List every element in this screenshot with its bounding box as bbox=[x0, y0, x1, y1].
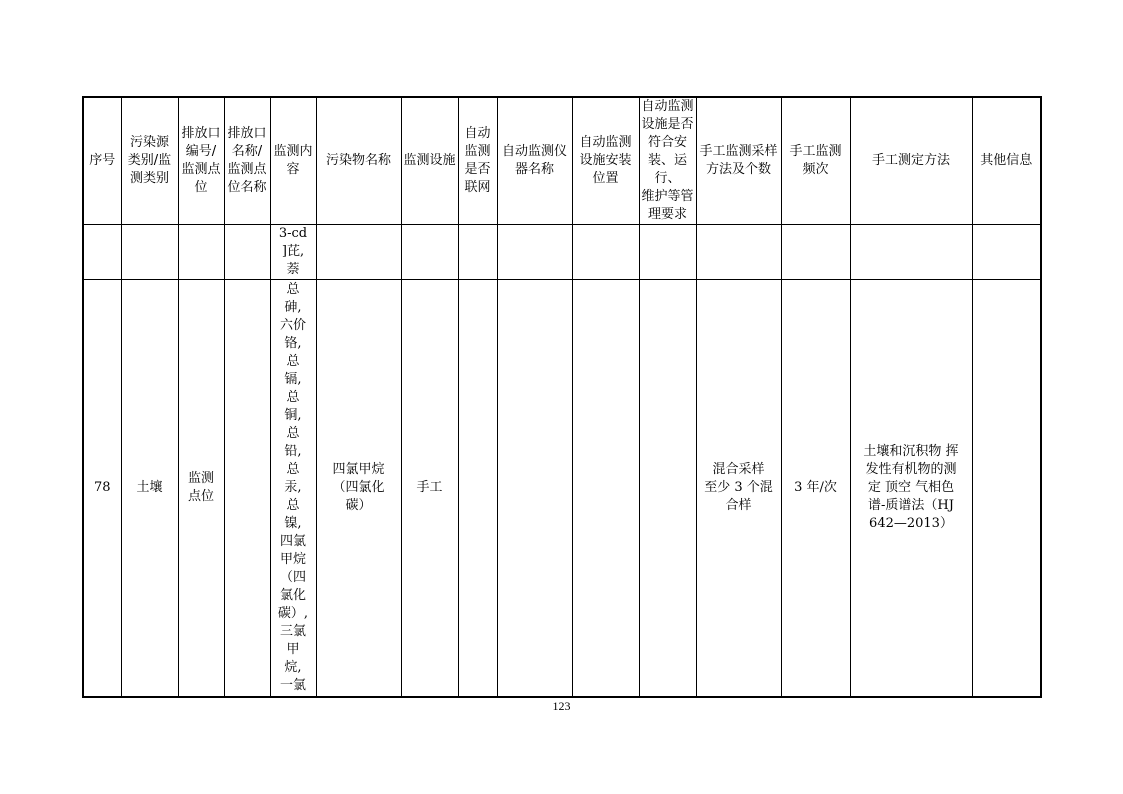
table-row bbox=[83, 280, 1041, 698]
cell-auto-compliance bbox=[639, 225, 696, 280]
header-outlet-id: 排放口 编号/ 监测点 位 bbox=[178, 97, 224, 225]
page-number: 123 bbox=[552, 699, 571, 713]
cell-outlet-name bbox=[224, 280, 270, 698]
cell-other bbox=[972, 280, 1041, 698]
cell-content: 3-cd ]芘, 萘 bbox=[270, 225, 316, 280]
cell-pollutant bbox=[316, 225, 401, 280]
cell-auto-location bbox=[572, 280, 639, 698]
cell-manual-frequency: 3 年/次 bbox=[781, 280, 850, 698]
header-auto-networked: 自动 监测 是否 联网 bbox=[458, 97, 497, 225]
cell-manual-method bbox=[696, 225, 781, 280]
header-manual-test-method: 手工测定方法 bbox=[850, 97, 972, 225]
cell-source-type: 土壤 bbox=[121, 280, 178, 698]
table-header-row bbox=[83, 97, 1041, 225]
header-outlet-name: 排放口 名称/ 监测点 位名称 bbox=[224, 97, 270, 225]
cell-outlet-id: 监测 点位 bbox=[178, 280, 224, 698]
cell-seq bbox=[83, 225, 121, 280]
cell-auto-location bbox=[572, 225, 639, 280]
cell-content: 总 砷, 六价 铬, 总 镉, 总 铜, 总 铅, 总 汞, 总 镍, 四氯 甲烷 （四 氯化 碳）, 三氯 甲 烷, 一氯 bbox=[270, 280, 316, 698]
cell-manual-test-method: 土壤和沉积物 挥 发性有机物的测 定 顶空 气相色 谱-质谱法（HJ 642—2013） bbox=[850, 280, 972, 698]
cell-manual-method: 混合采样 至少 3 个混 合样 bbox=[696, 280, 781, 698]
cell-auto-instrument bbox=[497, 280, 572, 698]
cell-auto-networked bbox=[458, 280, 497, 698]
cell-other bbox=[972, 225, 1041, 280]
cell-pollutant: 四氯甲烷 （四氯化 碳） bbox=[316, 280, 401, 698]
header-manual-method: 手工监测采样 方法及个数 bbox=[696, 97, 781, 225]
header-seq: 序号 bbox=[83, 97, 121, 225]
header-facility: 监测设施 bbox=[401, 97, 458, 225]
header-auto-location: 自动监测 设施安装 位置 bbox=[572, 97, 639, 225]
cell-outlet-id bbox=[178, 225, 224, 280]
cell-facility: 手工 bbox=[401, 280, 458, 698]
cell-auto-instrument bbox=[497, 225, 572, 280]
cell-facility bbox=[401, 225, 458, 280]
header-pollutant: 污染物名称 bbox=[316, 97, 401, 225]
cell-manual-test-method bbox=[850, 225, 972, 280]
cell-manual-frequency bbox=[781, 225, 850, 280]
header-source-type: 污染源 类别/监 测类别 bbox=[121, 97, 178, 225]
cell-source-type bbox=[121, 225, 178, 280]
header-auto-instrument: 自动监测仪 器名称 bbox=[497, 97, 572, 225]
cell-auto-compliance bbox=[639, 280, 696, 698]
header-manual-frequency: 手工监测 频次 bbox=[781, 97, 850, 225]
cell-seq: 78 bbox=[83, 280, 121, 698]
header-other: 其他信息 bbox=[972, 97, 1041, 225]
cell-auto-networked bbox=[458, 225, 497, 280]
header-content: 监测内 容 bbox=[270, 97, 316, 225]
monitoring-table bbox=[82, 96, 1042, 698]
header-auto-compliance: 自动监测 设施是否 符合安 装、运行、 维护等管 理要求 bbox=[639, 97, 696, 225]
cell-outlet-name bbox=[224, 225, 270, 280]
table-row bbox=[83, 225, 1041, 280]
